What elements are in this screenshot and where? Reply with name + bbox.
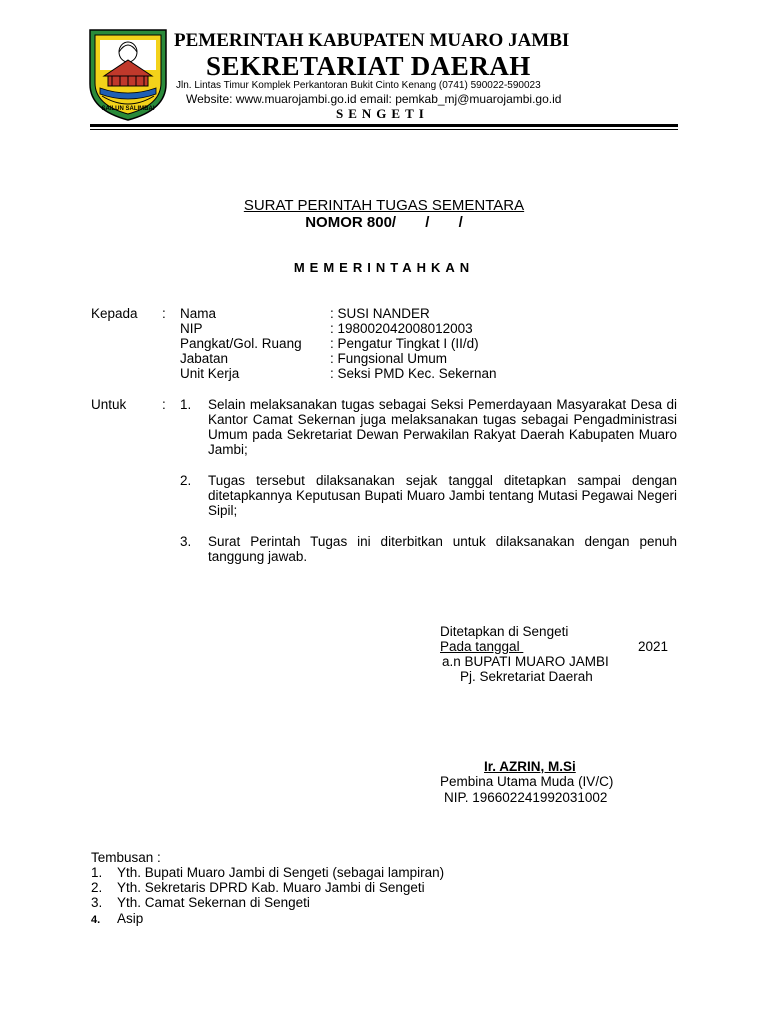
signature-on-behalf: a.n BUPATI MUARO JAMBI: [442, 654, 609, 669]
government-name: PEMERINTAH KABUPATEN MUARO JAMBI: [174, 30, 570, 51]
task-number: 1.: [180, 397, 192, 412]
recipient-values: [330, 306, 497, 381]
cc-item: [91, 880, 425, 895]
cc-text: Asip: [117, 911, 144, 926]
cc-title: Tembusan :: [91, 850, 161, 865]
kepada-colon: :: [162, 306, 166, 321]
task-number: 3.: [180, 534, 192, 549]
office-address: Jln. Lintas Timur Komplek Perkantoran Bukit Cinto Kenang (0741) 590022-590023: [176, 80, 541, 91]
task-item: [180, 534, 677, 564]
cc-text: Yth. Sekretaris DPRD Kab. Muaro Jambi di Sengeti: [117, 880, 425, 895]
office-name: SEKRETARIAT DAERAH: [206, 51, 531, 81]
cc-item: [91, 895, 310, 910]
field-value-name: : SUSI NANDER: [330, 306, 430, 321]
cc-number: 2.: [91, 880, 103, 895]
task-item: [180, 473, 677, 518]
signature-year: 2021: [637, 639, 668, 654]
logo-text: SAILUN SALIMBAI: [101, 106, 155, 112]
command-heading: MEMERINTAHKAN: [293, 260, 475, 275]
cc-item: [91, 911, 143, 926]
signatory-name: Ir. AZRIN, M.Si: [484, 759, 576, 774]
field-label-nip: NIP: [180, 321, 203, 336]
field-value-rank: : Pengatur Tingkat I (II/d): [330, 336, 479, 351]
field-label-name: Nama: [180, 306, 217, 321]
cc-number: 1.: [91, 865, 103, 880]
document-title-text: SURAT PERINTAH TUGAS SEMENTARA: [243, 197, 525, 214]
untuk-label: Untuk: [91, 397, 127, 412]
letterhead-rule-thick: [90, 124, 678, 127]
cc-text: Yth. Camat Sekernan di Sengeti: [117, 895, 310, 910]
task-text: Selain melaksanakan tugas sebagai Seksi Pemerdayaan Masyarakat Desa di Kantor Camat Sekernan juga melaksanakan tugas sebagai Pengadministrasi Umum pada Sekretariat Dewan Perwakilan Rakyat Daerah Kabupaten Muaro Jambi;: [208, 397, 677, 457]
task-text: Tugas tersebut dilaksanakan sejak tanggal ditetapkan sampai dengan ditetapkannya Keputusan Bupati Muaro Jambi tentang Mutasi Pegawai Negeri Sipil;: [208, 473, 677, 518]
kepada-label: Kepada: [91, 306, 138, 321]
letterhead-rule-thin: [90, 129, 678, 130]
signature-date: [440, 639, 668, 654]
cc-item: [91, 865, 444, 880]
field-value-position: : Fungsional Umum: [330, 351, 448, 366]
signatory-rank: Pembina Utama Muda (IV/C): [440, 774, 614, 789]
signature-position: Pj. Sekretariat Daerah: [460, 669, 593, 684]
task-number: 2.: [180, 473, 192, 488]
cc-number: 4.: [91, 914, 101, 926]
office-contact: Website: www.muarojambi.go.id email: pemkab_mj@muarojambi.go.id: [186, 92, 562, 106]
field-label-unit: Unit Kerja: [180, 366, 240, 381]
recipient-fields: [180, 306, 302, 381]
field-value-nip: : 198002042008012003: [330, 321, 473, 336]
document-number: NOMOR 800/ / /: [305, 214, 463, 231]
signatory-nip: NIP. 196602241992031002: [444, 790, 608, 805]
regency-logo: [86, 26, 170, 122]
field-label-rank: Pangkat/Gol. Ruang: [180, 336, 302, 351]
task-text: Surat Perintah Tugas ini diterbitkan untuk dilaksanakan dengan penuh tanggung jawab.: [208, 534, 677, 564]
signature-date-label: Pada tanggal: [440, 639, 520, 654]
field-value-unit: : Seksi PMD Kec. Sekernan: [330, 366, 497, 381]
document-title: [0, 197, 768, 214]
cc-text: Yth. Bupati Muaro Jambi di Sengeti (sebagai lampiran): [117, 865, 445, 880]
task-item: [180, 397, 677, 457]
untuk-colon: :: [162, 397, 166, 412]
office-city: SENGETI: [336, 106, 429, 121]
signature-place: Ditetapkan di Sengeti: [440, 624, 569, 639]
field-label-position: Jabatan: [180, 351, 229, 366]
cc-number: 3.: [91, 895, 103, 910]
